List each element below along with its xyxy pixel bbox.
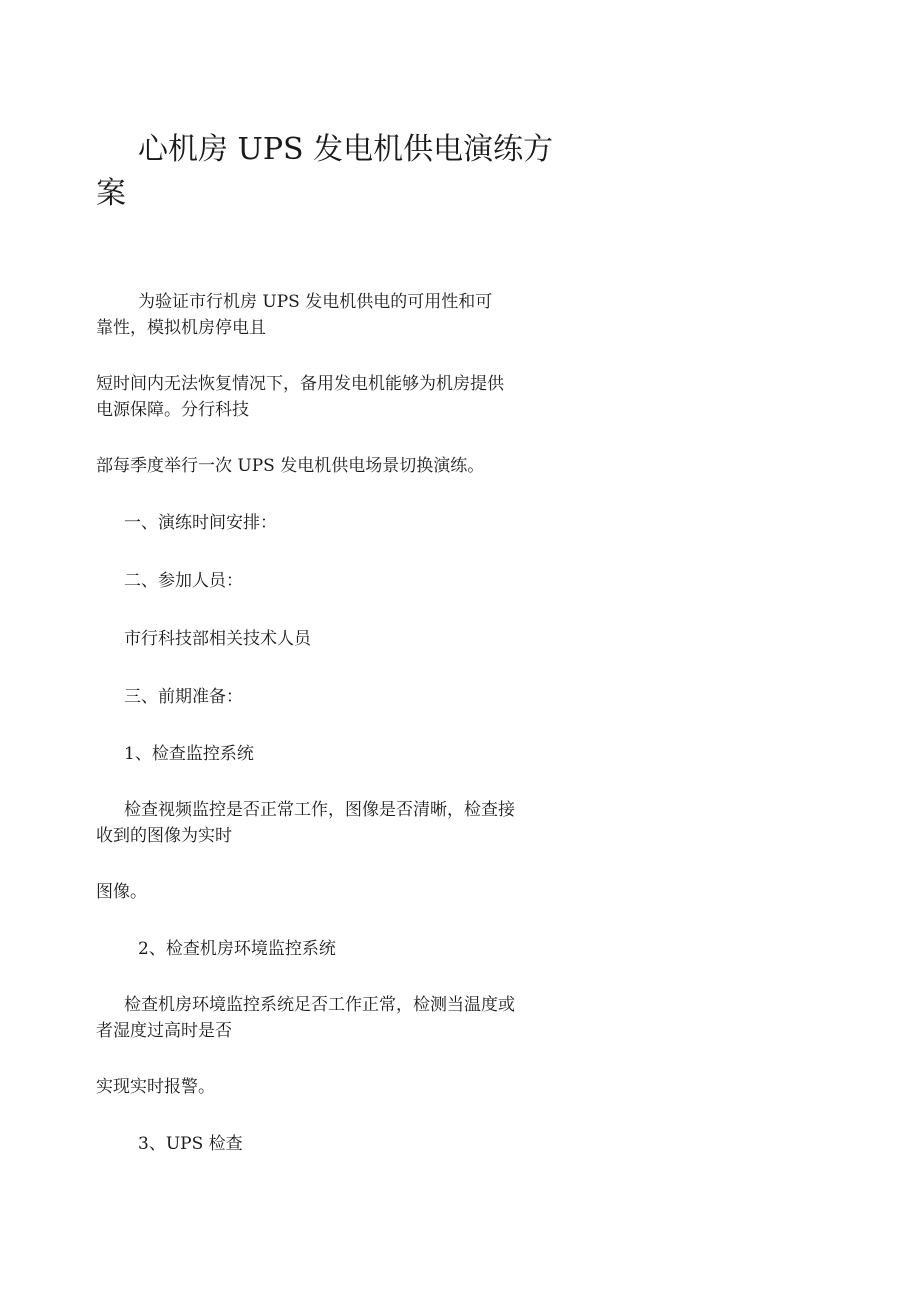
section-heading-3: 三、前期准备： bbox=[124, 687, 243, 707]
monitor-line-2: 收到的图像为实时 bbox=[96, 826, 232, 846]
document-title-text: 心机房 UPS 发电机供电演练方案 bbox=[96, 132, 554, 211]
intro-line-2: 靠性，模拟机房停电且 bbox=[96, 318, 266, 338]
subsection-heading-3: 3、UPS 检查 bbox=[138, 1134, 243, 1154]
intro-line-3: 短时间内无法恢复情况下，备用发电机能够为机房提供 bbox=[96, 374, 504, 394]
subsection-heading-1: 1、检查监控系统 bbox=[124, 744, 254, 764]
environment-line-1: 检查机房环境监控系统足否工作正常，检测当温度或 bbox=[124, 995, 515, 1015]
section-heading-2: 二、参加人员： bbox=[124, 571, 243, 591]
intro-line-4: 电源保障。分行科技 bbox=[96, 400, 249, 420]
monitor-line-3: 图像。 bbox=[96, 882, 147, 902]
document-title bbox=[96, 128, 576, 216]
intro-line-1: 为验证市行机房 UPS 发电机供电的可用性和可 bbox=[138, 292, 493, 312]
monitor-line-1: 检查视频监控是否正常工作，图像是否清晰，检查接 bbox=[124, 800, 515, 820]
section-heading-1: 一、演练时间安排： bbox=[124, 513, 277, 533]
environment-line-2: 者湿度过高时是否 bbox=[96, 1021, 232, 1041]
intro-line-5: 部每季度举行一次 UPS 发电机供电场景切换演练。 bbox=[96, 456, 485, 476]
environment-line-3: 实现实时报警。 bbox=[96, 1077, 215, 1097]
subsection-heading-2: 2、检查机房环境监控系统 bbox=[138, 939, 336, 959]
participants-line: 市行科技部相关技术人员 bbox=[124, 629, 311, 649]
